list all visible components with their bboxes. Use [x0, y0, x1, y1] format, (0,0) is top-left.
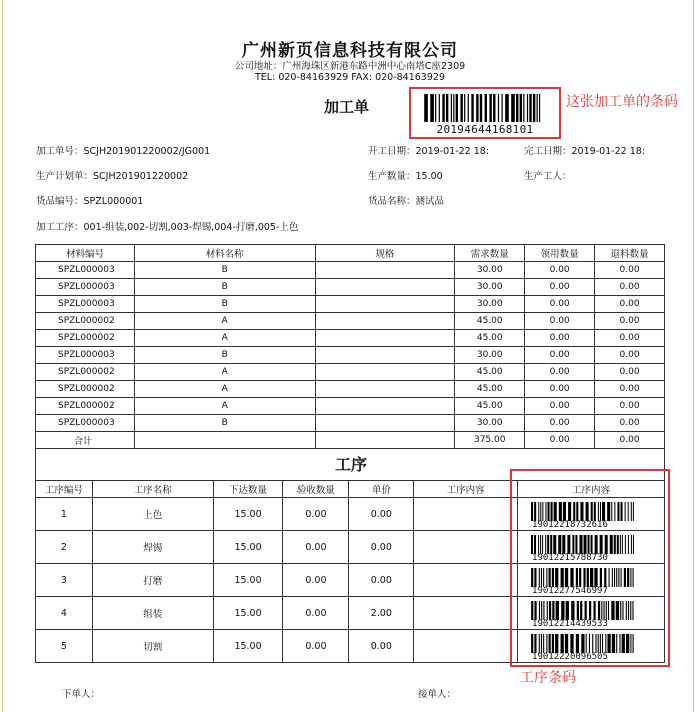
returned-qty: 0.00	[595, 398, 665, 415]
col-returned-qty: 退料数量	[595, 245, 665, 262]
col-process-barcode: 工序内容	[518, 481, 665, 498]
start-date-field: 开工日期：2019-01-22 18:	[368, 146, 490, 157]
required-qty: 45.00	[455, 364, 525, 381]
received-qty: 0.00	[525, 347, 595, 364]
process-barcode-note: 工序条码	[520, 670, 576, 686]
process-no: 4	[36, 597, 93, 630]
required-qty: 30.00	[455, 296, 525, 313]
returned-qty: 0.00	[595, 330, 665, 347]
col-accepted-qty: 验收数量	[283, 481, 349, 498]
required-qty: 45.00	[455, 381, 525, 398]
material-spec	[315, 262, 455, 279]
process-content	[414, 564, 518, 597]
received-qty: 0.00	[525, 313, 595, 330]
material-row	[36, 364, 665, 381]
quantity-field: 生产数量：15.00	[368, 171, 443, 182]
received-qty: 0.00	[525, 398, 595, 415]
material-name: A	[134, 313, 315, 330]
process-name: 焊锡	[92, 531, 213, 564]
material-code: SPZL000002	[36, 398, 135, 415]
received-qty: 0.00	[525, 381, 595, 398]
issuer-field: 下单人：	[62, 689, 101, 700]
material-row	[36, 262, 665, 279]
issued-qty: 15.00	[213, 564, 283, 597]
issued-qty: 15.00	[213, 498, 283, 531]
process-name: 打磨	[92, 564, 213, 597]
material-code: SPZL000003	[36, 296, 135, 313]
material-name: B	[134, 279, 315, 296]
materials-header-row	[36, 245, 665, 262]
material-name: B	[134, 415, 315, 432]
returned-qty: 0.00	[595, 279, 665, 296]
material-spec	[315, 313, 455, 330]
material-spec	[315, 381, 455, 398]
returned-qty: 0.00	[595, 364, 665, 381]
material-name: B	[134, 296, 315, 313]
required-qty: 30.00	[455, 279, 525, 296]
worker-field: 生产工人：	[524, 171, 572, 182]
process-no: 1	[36, 498, 93, 531]
col-process-content: 工序内容	[414, 481, 518, 498]
process-barcode-number: 19012215788730	[532, 553, 608, 563]
issued-qty: 15.00	[213, 597, 283, 630]
unit-price: 0.00	[349, 531, 414, 564]
process-name: 组装	[92, 597, 213, 630]
item-code-field: 货品编号：SPZL000001	[36, 196, 144, 207]
returned-qty: 0.00	[595, 347, 665, 364]
material-spec	[315, 347, 455, 364]
accepted-qty: 0.00	[283, 498, 349, 531]
total-label: 合计	[36, 432, 135, 449]
material-row	[36, 415, 665, 432]
material-row	[36, 279, 665, 296]
company-contact: TEL: 020-84163929 FAX: 020-84163929	[255, 72, 445, 83]
returned-qty: 0.00	[595, 262, 665, 279]
col-material-code: 材料编号	[36, 245, 135, 262]
col-required-qty: 需求数量	[455, 245, 525, 262]
accepted-qty: 0.00	[283, 564, 349, 597]
company-address: 公司地址：广州海珠区新港东路中洲中心南塔C座2309	[234, 61, 466, 72]
col-material-name: 材料名称	[134, 245, 315, 262]
process-content	[414, 597, 518, 630]
material-row	[36, 347, 665, 364]
process-section-title: 工序	[334, 455, 367, 474]
material-row	[36, 381, 665, 398]
process-barcode-number: 19012214439533	[532, 619, 608, 629]
issued-qty: 15.00	[213, 531, 283, 564]
received-qty: 0.00	[525, 415, 595, 432]
material-name: A	[134, 381, 315, 398]
company-name: 广州新页信息科技有限公司	[242, 41, 458, 61]
material-code: SPZL000002	[36, 364, 135, 381]
accepted-qty: 0.00	[283, 630, 349, 663]
process-no: 2	[36, 531, 93, 564]
total-returned: 0.00	[595, 432, 665, 449]
process-content	[414, 630, 518, 663]
process-field: 加工工序：001-组装,002-切割,003-焊锡,004-打磨,005-上色	[36, 222, 299, 233]
material-spec	[315, 415, 455, 432]
col-process-no: 工序编号	[36, 481, 93, 498]
material-row	[36, 398, 665, 415]
material-name: A	[134, 330, 315, 347]
col-received-qty: 领用数量	[525, 245, 595, 262]
total-received: 0.00	[525, 432, 595, 449]
order-barcode-number: 20194644168101	[436, 123, 534, 136]
order-no-field: 加工单号：SCJH201901220002/JG001	[36, 146, 211, 157]
unit-price: 0.00	[349, 564, 414, 597]
material-name: A	[134, 398, 315, 415]
returned-qty: 0.00	[595, 313, 665, 330]
process-no: 3	[36, 564, 93, 597]
accepted-qty: 0.00	[283, 597, 349, 630]
total-required: 375.00	[455, 432, 525, 449]
issued-qty: 15.00	[213, 630, 283, 663]
returned-qty: 0.00	[595, 296, 665, 313]
received-qty: 0.00	[525, 262, 595, 279]
material-name: A	[134, 364, 315, 381]
material-name: B	[134, 347, 315, 364]
process-content	[414, 531, 518, 564]
materials-table	[35, 244, 665, 449]
received-qty: 0.00	[525, 330, 595, 347]
required-qty: 45.00	[455, 398, 525, 415]
col-unit-price: 单价	[349, 481, 414, 498]
material-code: SPZL000002	[36, 330, 135, 347]
material-code: SPZL000003	[36, 415, 135, 432]
material-code: SPZL000002	[36, 313, 135, 330]
material-spec	[315, 279, 455, 296]
material-spec	[315, 364, 455, 381]
returned-qty: 0.00	[595, 381, 665, 398]
receiver-field: 接单人：	[418, 689, 457, 700]
accepted-qty: 0.00	[283, 531, 349, 564]
item-name-field: 货品名称：测试品	[368, 196, 445, 207]
material-code: SPZL000003	[36, 347, 135, 364]
order-barcode-note: 这张加工单的条码	[566, 94, 678, 110]
material-spec	[315, 296, 455, 313]
unit-price: 2.00	[349, 597, 414, 630]
required-qty: 30.00	[455, 262, 525, 279]
material-name: B	[134, 262, 315, 279]
order-barcode-highlight	[409, 87, 561, 139]
process-barcode-highlight	[510, 469, 670, 667]
received-qty: 0.00	[525, 279, 595, 296]
plan-no-field: 生产计划单：SCJH201901220002	[36, 171, 189, 182]
process-name: 切割	[92, 630, 213, 663]
material-row	[36, 330, 665, 347]
process-barcode-number: 19012277546997	[532, 586, 608, 596]
material-code: SPZL000003	[36, 262, 135, 279]
material-spec	[315, 398, 455, 415]
material-row	[36, 296, 665, 313]
col-spec: 规格	[315, 245, 455, 262]
required-qty: 45.00	[455, 330, 525, 347]
process-barcode-number: 19012220096505	[532, 652, 608, 662]
required-qty: 30.00	[455, 415, 525, 432]
unit-price: 0.00	[349, 630, 414, 663]
col-issued-qty: 下达数量	[213, 481, 283, 498]
process-no: 5	[36, 630, 93, 663]
required-qty: 30.00	[455, 347, 525, 364]
returned-qty: 0.00	[595, 415, 665, 432]
process-name: 上色	[92, 498, 213, 531]
document-title: 加工单	[324, 98, 370, 116]
finish-date-field: 完工日期：2019-01-22 18:	[524, 146, 646, 157]
material-code: SPZL000002	[36, 381, 135, 398]
process-barcode-number: 19012218732616	[532, 520, 608, 530]
process-content	[414, 498, 518, 531]
col-process-name: 工序名称	[92, 481, 213, 498]
unit-price: 0.00	[349, 498, 414, 531]
received-qty: 0.00	[525, 296, 595, 313]
material-code: SPZL000003	[36, 279, 135, 296]
received-qty: 0.00	[525, 364, 595, 381]
material-spec	[315, 330, 455, 347]
material-row	[36, 313, 665, 330]
required-qty: 45.00	[455, 313, 525, 330]
